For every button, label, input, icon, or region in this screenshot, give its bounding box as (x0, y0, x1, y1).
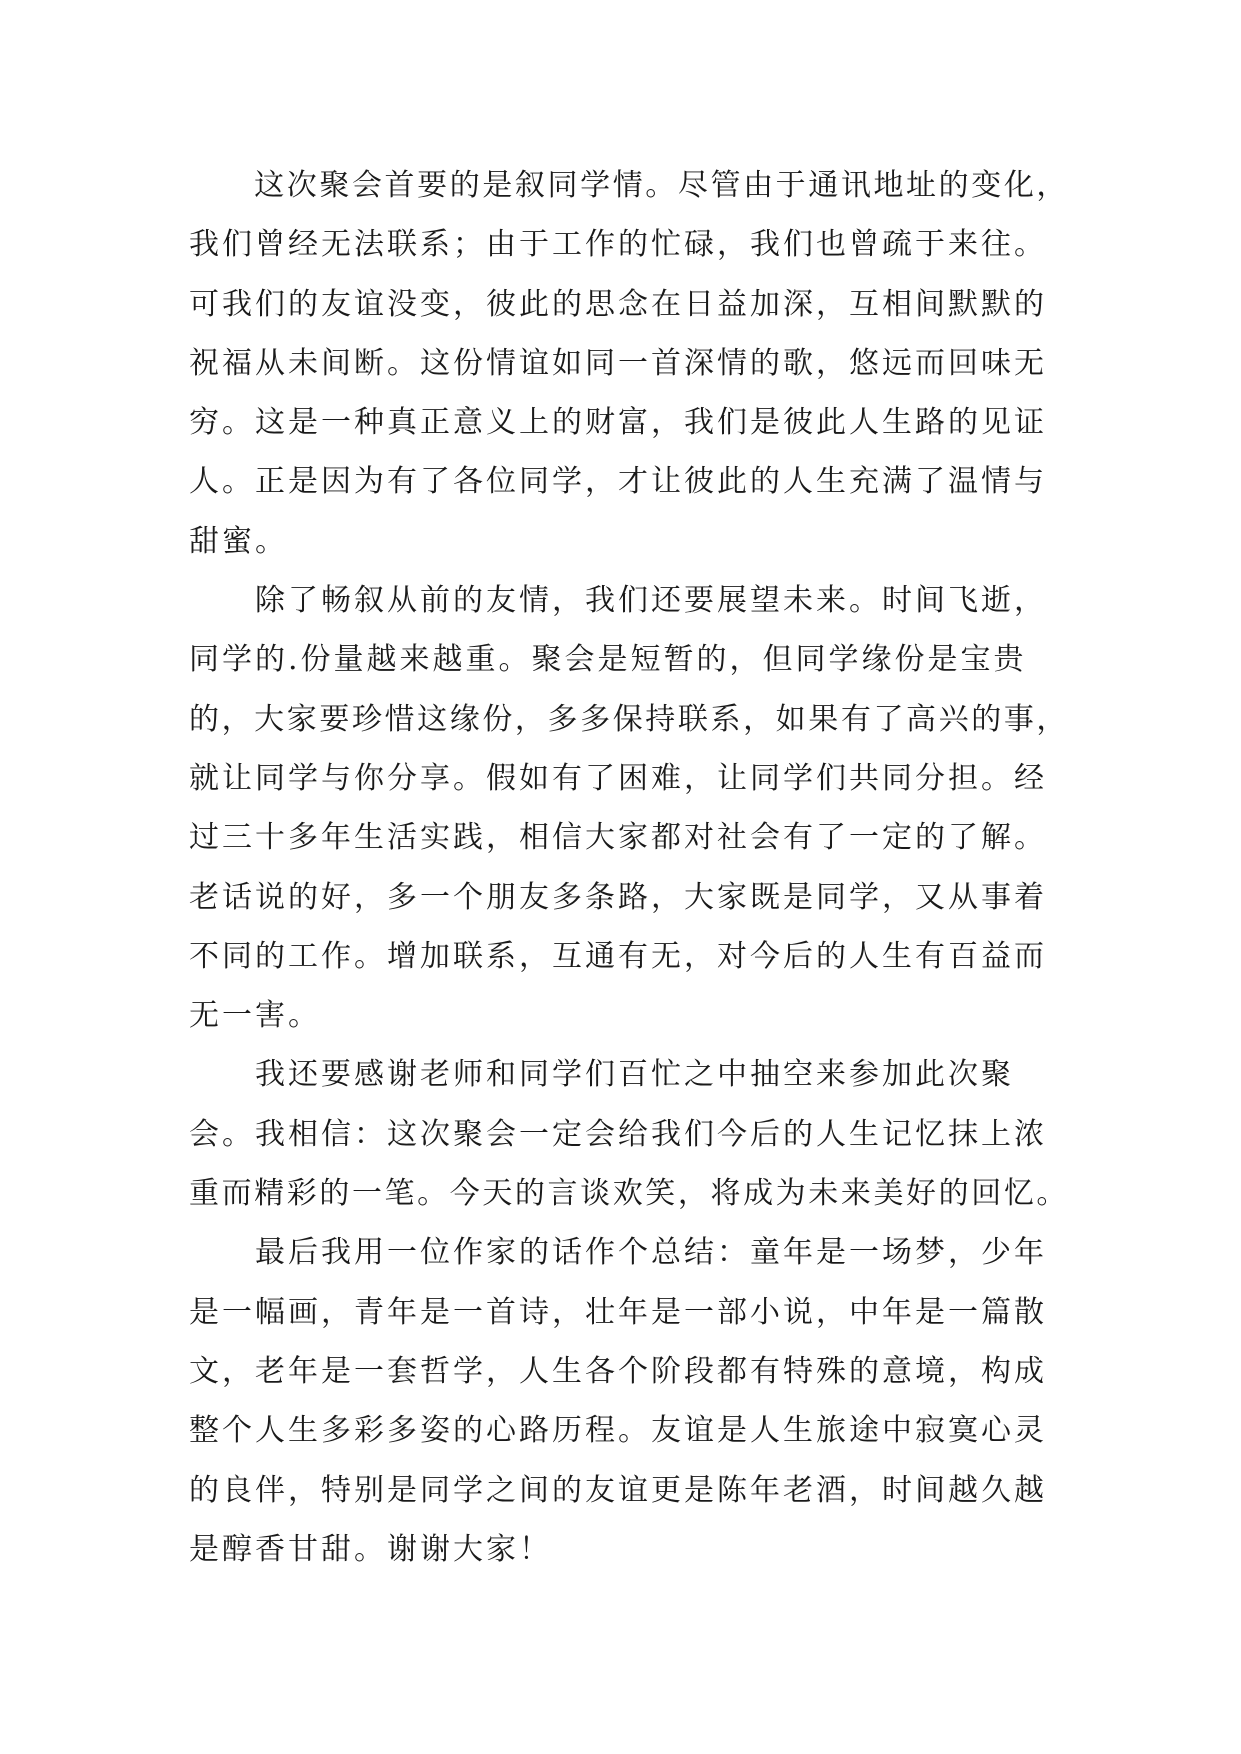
paragraph-line: 我还要感谢老师和同学们百忙之中抽空来参加此次聚 (189, 1057, 1014, 1093)
paragraph-line: 的良伴，特别是同学之间的友谊更是陈年老酒，时间越久越 (189, 1472, 1047, 1508)
paragraph-line: 的，大家要珍惜这缘份，多多保持联系，如果有了高兴的事， (189, 701, 1069, 737)
paragraph-line: 最后我用一位作家的话作个总结：童年是一场梦，少年 (189, 1235, 1047, 1271)
paragraph-line: 会。我相信：这次聚会一定会给我们今后的人生记忆抹上浓 (189, 1116, 1047, 1152)
paragraph-4 (189, 1223, 1069, 1579)
paragraph-line: 是一幅画，青年是一首诗，壮年是一部小说，中年是一篇散 (189, 1294, 1047, 1330)
paragraph-line: 过三十多年生活实践，相信大家都对社会有了一定的了解。 (189, 820, 1047, 856)
paragraph-line: 无一害。 (189, 998, 321, 1034)
paragraph-line: 老话说的好，多一个朋友多条路，大家既是同学，又从事着 (189, 879, 1047, 915)
paragraph-line: 祝福从未间断。这份情谊如同一首深情的歌，悠远而回味无 (189, 345, 1047, 381)
paragraph-line: 穷。这是一种真正意义上的财富，我们是彼此人生路的见证 (189, 405, 1047, 441)
paragraph-line: 文，老年是一套哲学，人生各个阶段都有特殊的意境，构成 (189, 1353, 1047, 1389)
paragraph-2 (189, 571, 1069, 1045)
paragraph-line: 除了畅叙从前的友情，我们还要展望未来。时间飞逝， (189, 583, 1047, 619)
paragraph-line: 我们曾经无法联系；由于工作的忙碌，我们也曾疏于来往。 (189, 227, 1047, 263)
paragraph-3 (189, 1045, 1069, 1223)
paragraph-line: 重而精彩的一笔。今天的言谈欢笑，将成为未来美好的回忆。 (189, 1176, 1069, 1212)
paragraph-line: 是醇香甘甜。谢谢大家！ (189, 1531, 552, 1567)
paragraph-line: 同学的.份量越来越重。聚会是短暂的，但同学缘份是宝贵 (189, 642, 1027, 678)
paragraph-line: 人。正是因为有了各位同学，才让彼此的人生充满了温情与 (189, 464, 1047, 500)
paragraph-line: 可我们的友谊没变，彼此的思念在日益加深，互相间默默的 (189, 286, 1047, 322)
paragraph-line: 整个人生多彩多姿的心路历程。友谊是人生旅途中寂寞心灵 (189, 1413, 1047, 1449)
paragraph-line: 不同的工作。增加联系，互通有无，对今后的人生有百益而 (189, 938, 1047, 974)
paragraph-line: 甜蜜。 (189, 523, 288, 559)
paragraph-line: 这次聚会首要的是叙同学情。尽管由于通讯地址的变化， (189, 168, 1069, 203)
paragraph-line: 就让同学与你分享。假如有了困难，让同学们共同分担。经 (189, 760, 1047, 796)
paragraph-1 (189, 156, 1069, 571)
document-body (189, 156, 1069, 1579)
